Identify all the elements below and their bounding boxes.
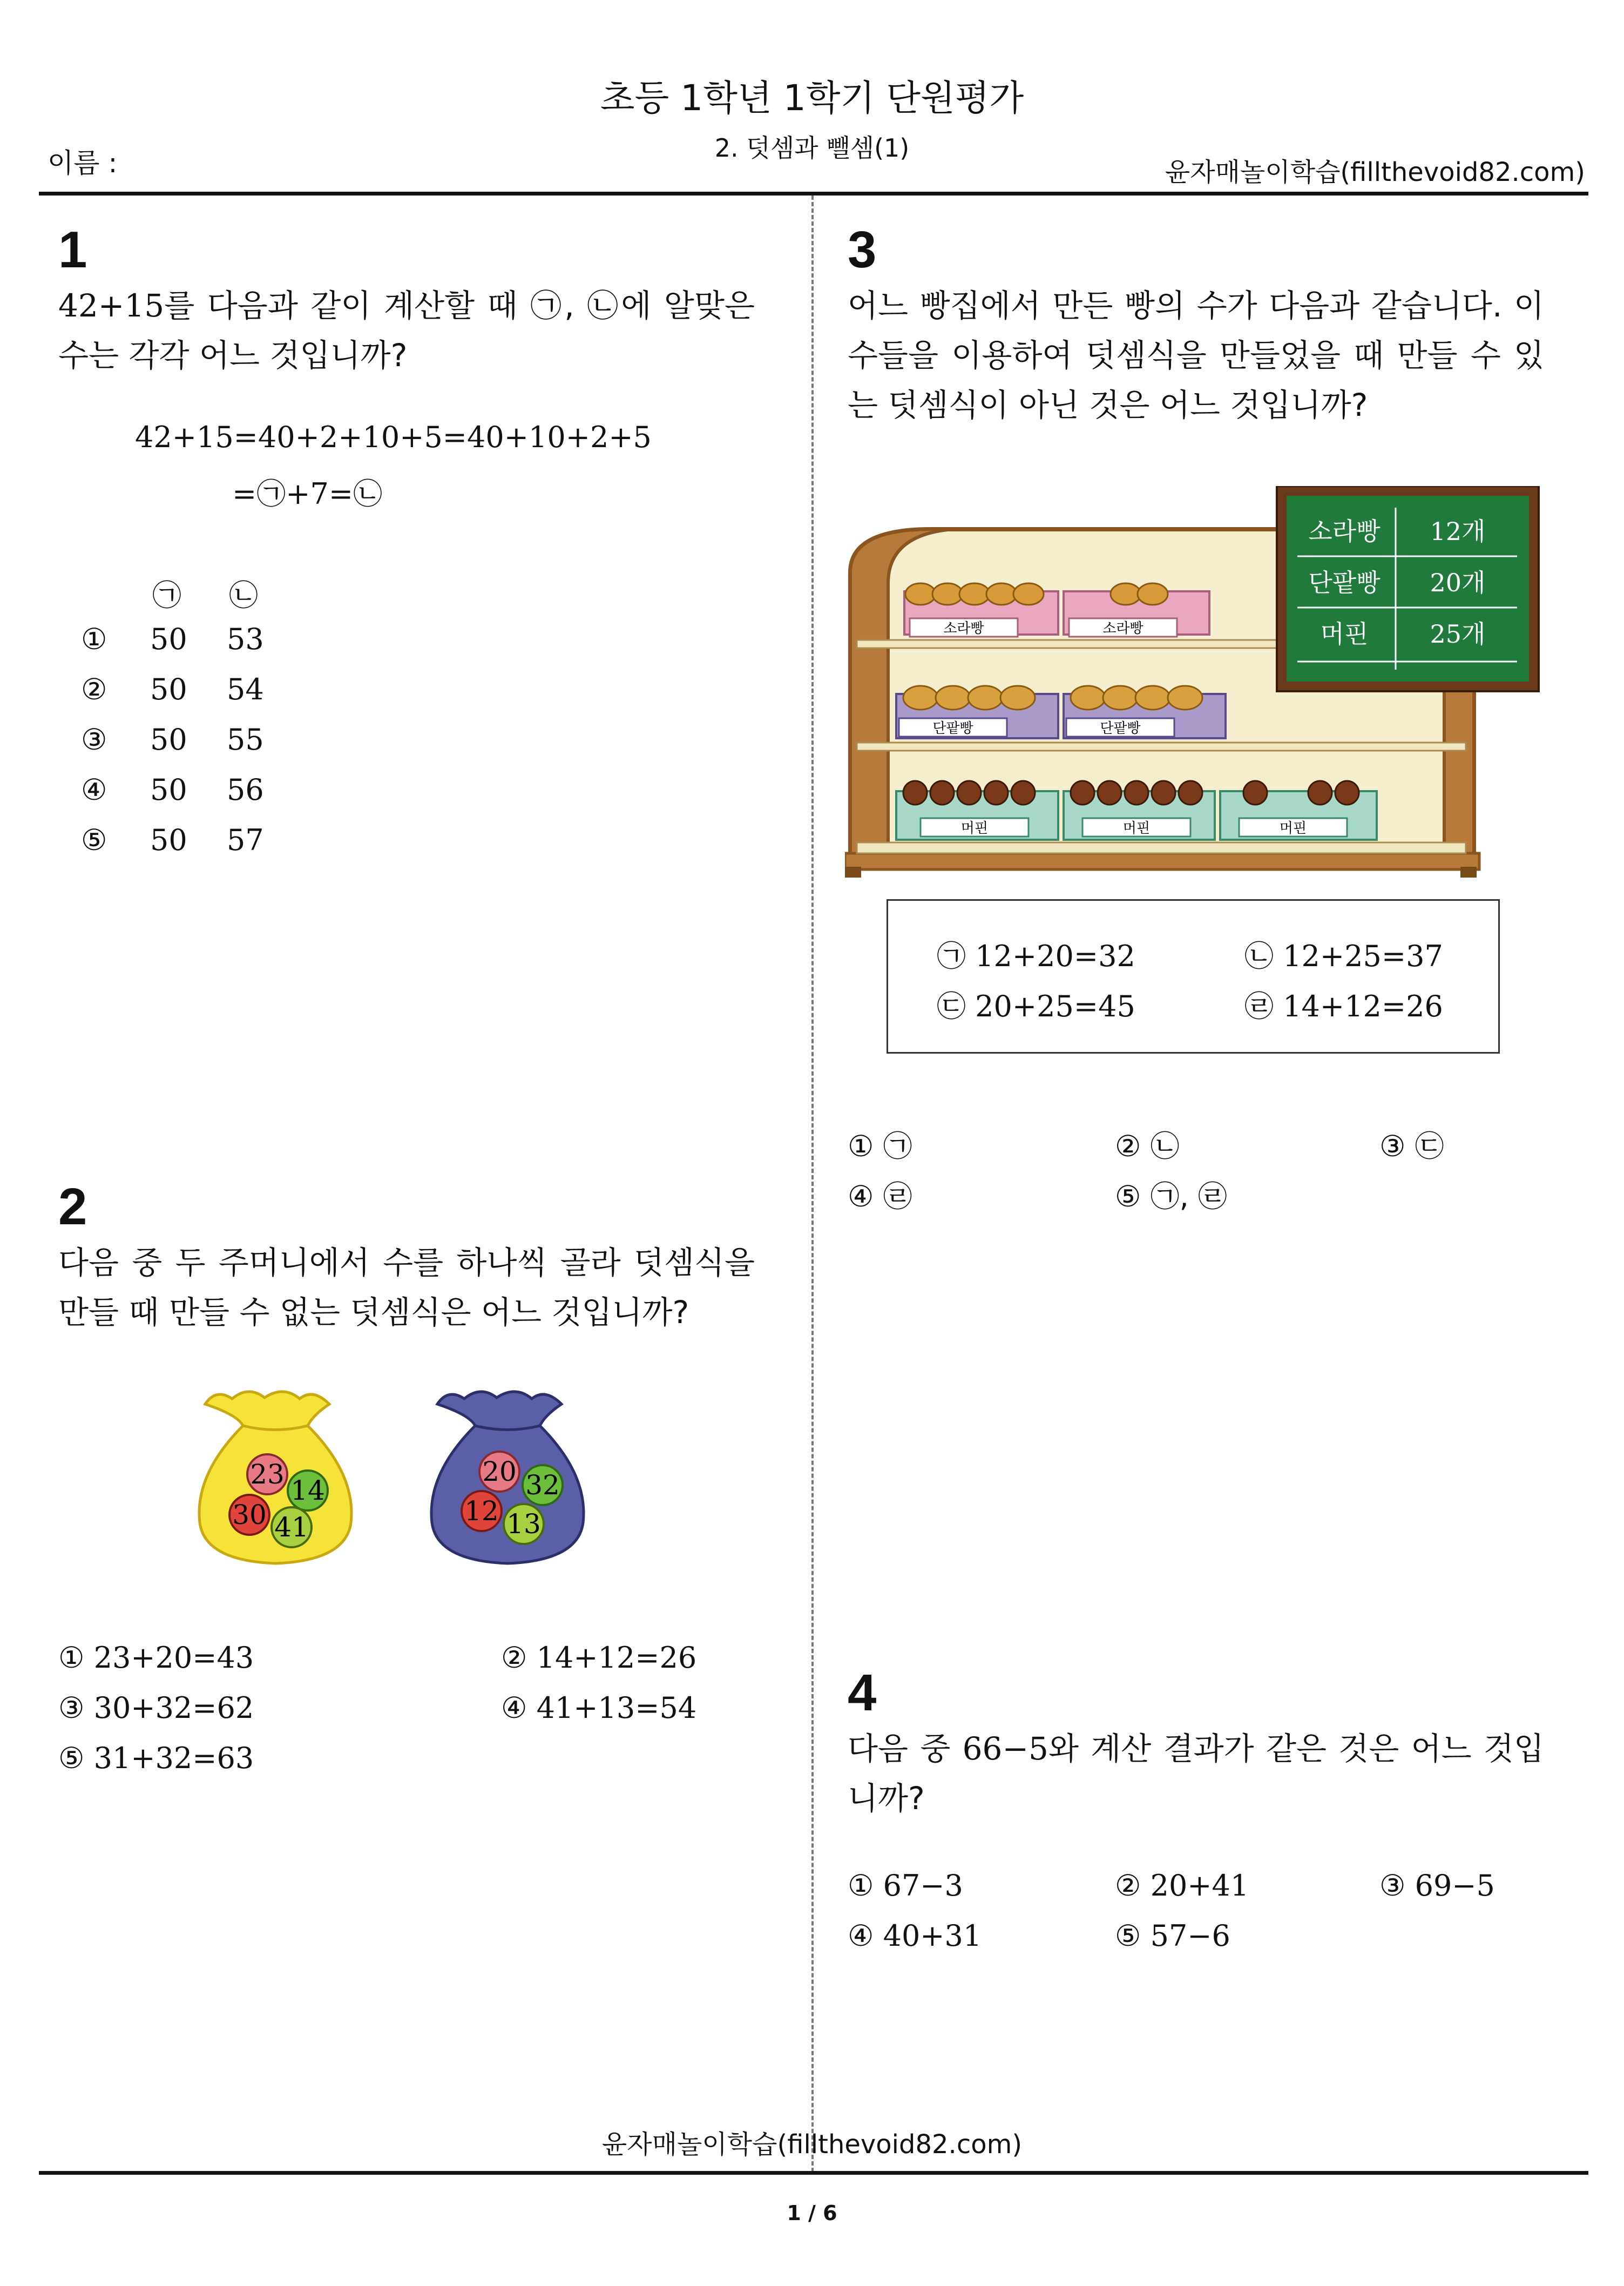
- q2-option-2[interactable]: [501, 1641, 696, 1675]
- option-value: ㉢: [1415, 1129, 1444, 1163]
- q4-number: 4: [848, 1664, 877, 1722]
- q1-expression: 42+15: [58, 287, 165, 324]
- price-chalkboard: [1277, 486, 1539, 691]
- tray-label: 단팥빵: [1100, 720, 1141, 737]
- option-value: 14+12=26: [536, 1641, 697, 1675]
- option-mark: ①: [81, 622, 107, 656]
- option-mark: ④: [81, 773, 107, 807]
- q2-option-3[interactable]: [58, 1691, 254, 1725]
- option-mark: ③: [81, 723, 107, 757]
- tray-label: 머핀: [1279, 820, 1307, 837]
- option-mark: ①: [848, 1869, 874, 1903]
- statement-mark: ㉢: [937, 989, 966, 1023]
- option-value: 23+20=43: [93, 1641, 254, 1675]
- option-mark: ②: [1115, 1129, 1141, 1163]
- ball-label: 23: [250, 1459, 285, 1490]
- q3-option-2[interactable]: [1115, 1123, 1180, 1165]
- q1-text: [58, 281, 755, 380]
- q3-statement-2: [1244, 933, 1443, 975]
- site-credit-top: 윤자매놀이학습(fillthevoid82.com): [1165, 157, 1585, 187]
- option-mark: ④: [848, 1179, 874, 1213]
- ball-label: 41: [274, 1512, 309, 1543]
- option-mark: ⑤: [58, 1741, 85, 1775]
- q4-expression: 66−5: [962, 1730, 1048, 1767]
- option-value: ㉣: [883, 1179, 912, 1213]
- option-a: 50: [150, 773, 187, 807]
- q4-option-2[interactable]: [1115, 1869, 1249, 1903]
- option-value: 31+32=63: [93, 1741, 254, 1775]
- page-number: 1 / 6: [787, 2201, 837, 2225]
- q4-text-end: 와 계산 결과가 같은 것은 어느 것입니까?: [848, 1730, 1544, 1817]
- statement-mark: ㉡: [1244, 939, 1274, 973]
- q4-option-5[interactable]: [1115, 1919, 1230, 1953]
- q3-statement-4: [1244, 983, 1443, 1025]
- option-b: 56: [227, 773, 264, 807]
- q4-text-start: 다음 중: [848, 1730, 963, 1767]
- option-b: 57: [227, 823, 264, 857]
- q4-option-3[interactable]: [1379, 1869, 1495, 1903]
- option-value: ㉠: [883, 1129, 912, 1163]
- q3-option-3[interactable]: [1379, 1123, 1444, 1165]
- unit-subtitle: 2. 덧셈과 뺄셈(1): [714, 133, 910, 163]
- option-value: 57−6: [1150, 1919, 1230, 1953]
- statement-value: 12+25=37: [1283, 939, 1443, 973]
- q4-option-4[interactable]: [848, 1919, 982, 1953]
- q4-option-1[interactable]: [848, 1869, 963, 1903]
- number-bags-illustration: [184, 1383, 653, 1582]
- header-divider: [39, 192, 1588, 195]
- bakery-illustration: [845, 486, 1547, 880]
- q1-number: 1: [58, 221, 87, 279]
- option-mark: ④: [848, 1919, 874, 1953]
- ball-label: 13: [506, 1508, 541, 1540]
- option-mark: ①: [848, 1129, 874, 1163]
- board-name: 소라빵: [1308, 517, 1381, 546]
- name-label: 이름 :: [48, 147, 118, 179]
- blue-bag: [431, 1392, 584, 1563]
- q1-equation-line2: =㉠+7=㉡: [232, 477, 383, 511]
- tray-label: 단팥빵: [932, 720, 973, 737]
- option-b: 54: [227, 672, 264, 706]
- option-mark: ②: [1115, 1869, 1141, 1903]
- board-name: 머핀: [1320, 619, 1369, 649]
- board-count: 25개: [1430, 619, 1486, 649]
- option-value: ㉡: [1150, 1129, 1180, 1163]
- ball-label: 12: [464, 1495, 499, 1527]
- q3-option-4[interactable]: [848, 1174, 912, 1215]
- q3-number: 3: [848, 221, 877, 279]
- option-a: 50: [150, 823, 187, 857]
- q2-option-5[interactable]: [58, 1741, 254, 1775]
- column-separator: [811, 195, 814, 2172]
- q1-equation-line1: 42+15=40+2+10+5=40+10+2+5: [135, 420, 652, 454]
- site-credit-bottom: 윤자매놀이학습(fillthevoid82.com): [601, 2129, 1023, 2160]
- q4-text: [848, 1724, 1544, 1823]
- statement-mark: ㉠: [937, 939, 966, 973]
- option-mark: ①: [58, 1641, 85, 1675]
- option-mark: ④: [501, 1691, 527, 1725]
- option-mark: ⑤: [81, 823, 107, 857]
- q3-statement-3: [937, 983, 1135, 1025]
- q3-statements-box: [887, 899, 1500, 1054]
- option-value: 67−3: [883, 1869, 963, 1903]
- tray-label: 머핀: [1122, 820, 1151, 837]
- option-a: 50: [150, 723, 187, 757]
- q2-option-1[interactable]: [58, 1641, 254, 1675]
- board-name: 단팥빵: [1308, 568, 1381, 597]
- option-value: 69−5: [1415, 1869, 1495, 1903]
- page-title: 초등 1학년 1학기 단원평가: [600, 77, 1024, 119]
- ball-label: 20: [482, 1456, 517, 1487]
- statement-mark: ㉣: [1244, 989, 1274, 1023]
- option-value: ㉠, ㉣: [1150, 1179, 1227, 1213]
- tray-label: 머핀: [960, 820, 989, 837]
- option-mark: ③: [1379, 1869, 1406, 1903]
- option-value: 41+13=54: [536, 1691, 697, 1725]
- option-mark: ⑤: [1115, 1179, 1141, 1213]
- q2-text: 다음 중 두 주머니에서 수를 하나씩 골라 덧셈식을 만들 때 만들 수 없는 덧셈식은 어느 것입니까?: [58, 1244, 755, 1331]
- option-value: 40+31: [883, 1919, 982, 1953]
- q2-option-4[interactable]: [501, 1691, 696, 1725]
- option-mark: ②: [81, 672, 107, 706]
- statement-value: 12+20=32: [975, 939, 1135, 973]
- q3-statement-1: [937, 933, 1135, 975]
- statement-value: 14+12=26: [1283, 989, 1443, 1023]
- q3-option-1[interactable]: [848, 1123, 912, 1165]
- yellow-bag: [199, 1392, 351, 1563]
- option-a: 50: [150, 672, 187, 706]
- q2-number: 2: [58, 1178, 87, 1236]
- ball-label: 32: [525, 1469, 560, 1501]
- option-mark: ⑤: [1115, 1919, 1141, 1953]
- q3-option-5[interactable]: [1115, 1174, 1227, 1215]
- option-value: 20+41: [1150, 1869, 1249, 1903]
- ball-label: 30: [232, 1499, 267, 1530]
- option-a: 50: [150, 622, 187, 656]
- croissant-trays: [904, 583, 1209, 637]
- q3-text: 어느 빵집에서 만든 빵의 수가 다음과 같습니다. 이 수들을 이용하여 덧셈식을 만들었을 때 만들 수 있는 덧셈식이 아닌 것은 어느 것입니까?: [848, 287, 1544, 423]
- option-value: 30+32=62: [93, 1691, 254, 1725]
- tray-label: 소라빵: [943, 621, 984, 637]
- q1-column-b-header: ㉡: [229, 578, 258, 612]
- tray-label: 소라빵: [1102, 621, 1143, 637]
- ball-label: 14: [290, 1475, 325, 1506]
- option-mark: ②: [501, 1641, 527, 1675]
- option-b: 53: [227, 622, 264, 656]
- board-count: 12개: [1430, 517, 1486, 546]
- footer-divider: [39, 2171, 1588, 2175]
- q1-text-body: 를 다음과 같이 계산할 때 ㉠, ㉡에 알맞은 수는 각각 어느 것입니까?: [58, 287, 755, 374]
- q1-column-a-header: ㉠: [152, 578, 181, 612]
- option-mark: ③: [58, 1691, 85, 1725]
- option-b: 55: [227, 723, 264, 757]
- board-count: 20개: [1430, 568, 1486, 597]
- statement-value: 20+25=45: [975, 989, 1135, 1023]
- option-mark: ③: [1379, 1129, 1406, 1163]
